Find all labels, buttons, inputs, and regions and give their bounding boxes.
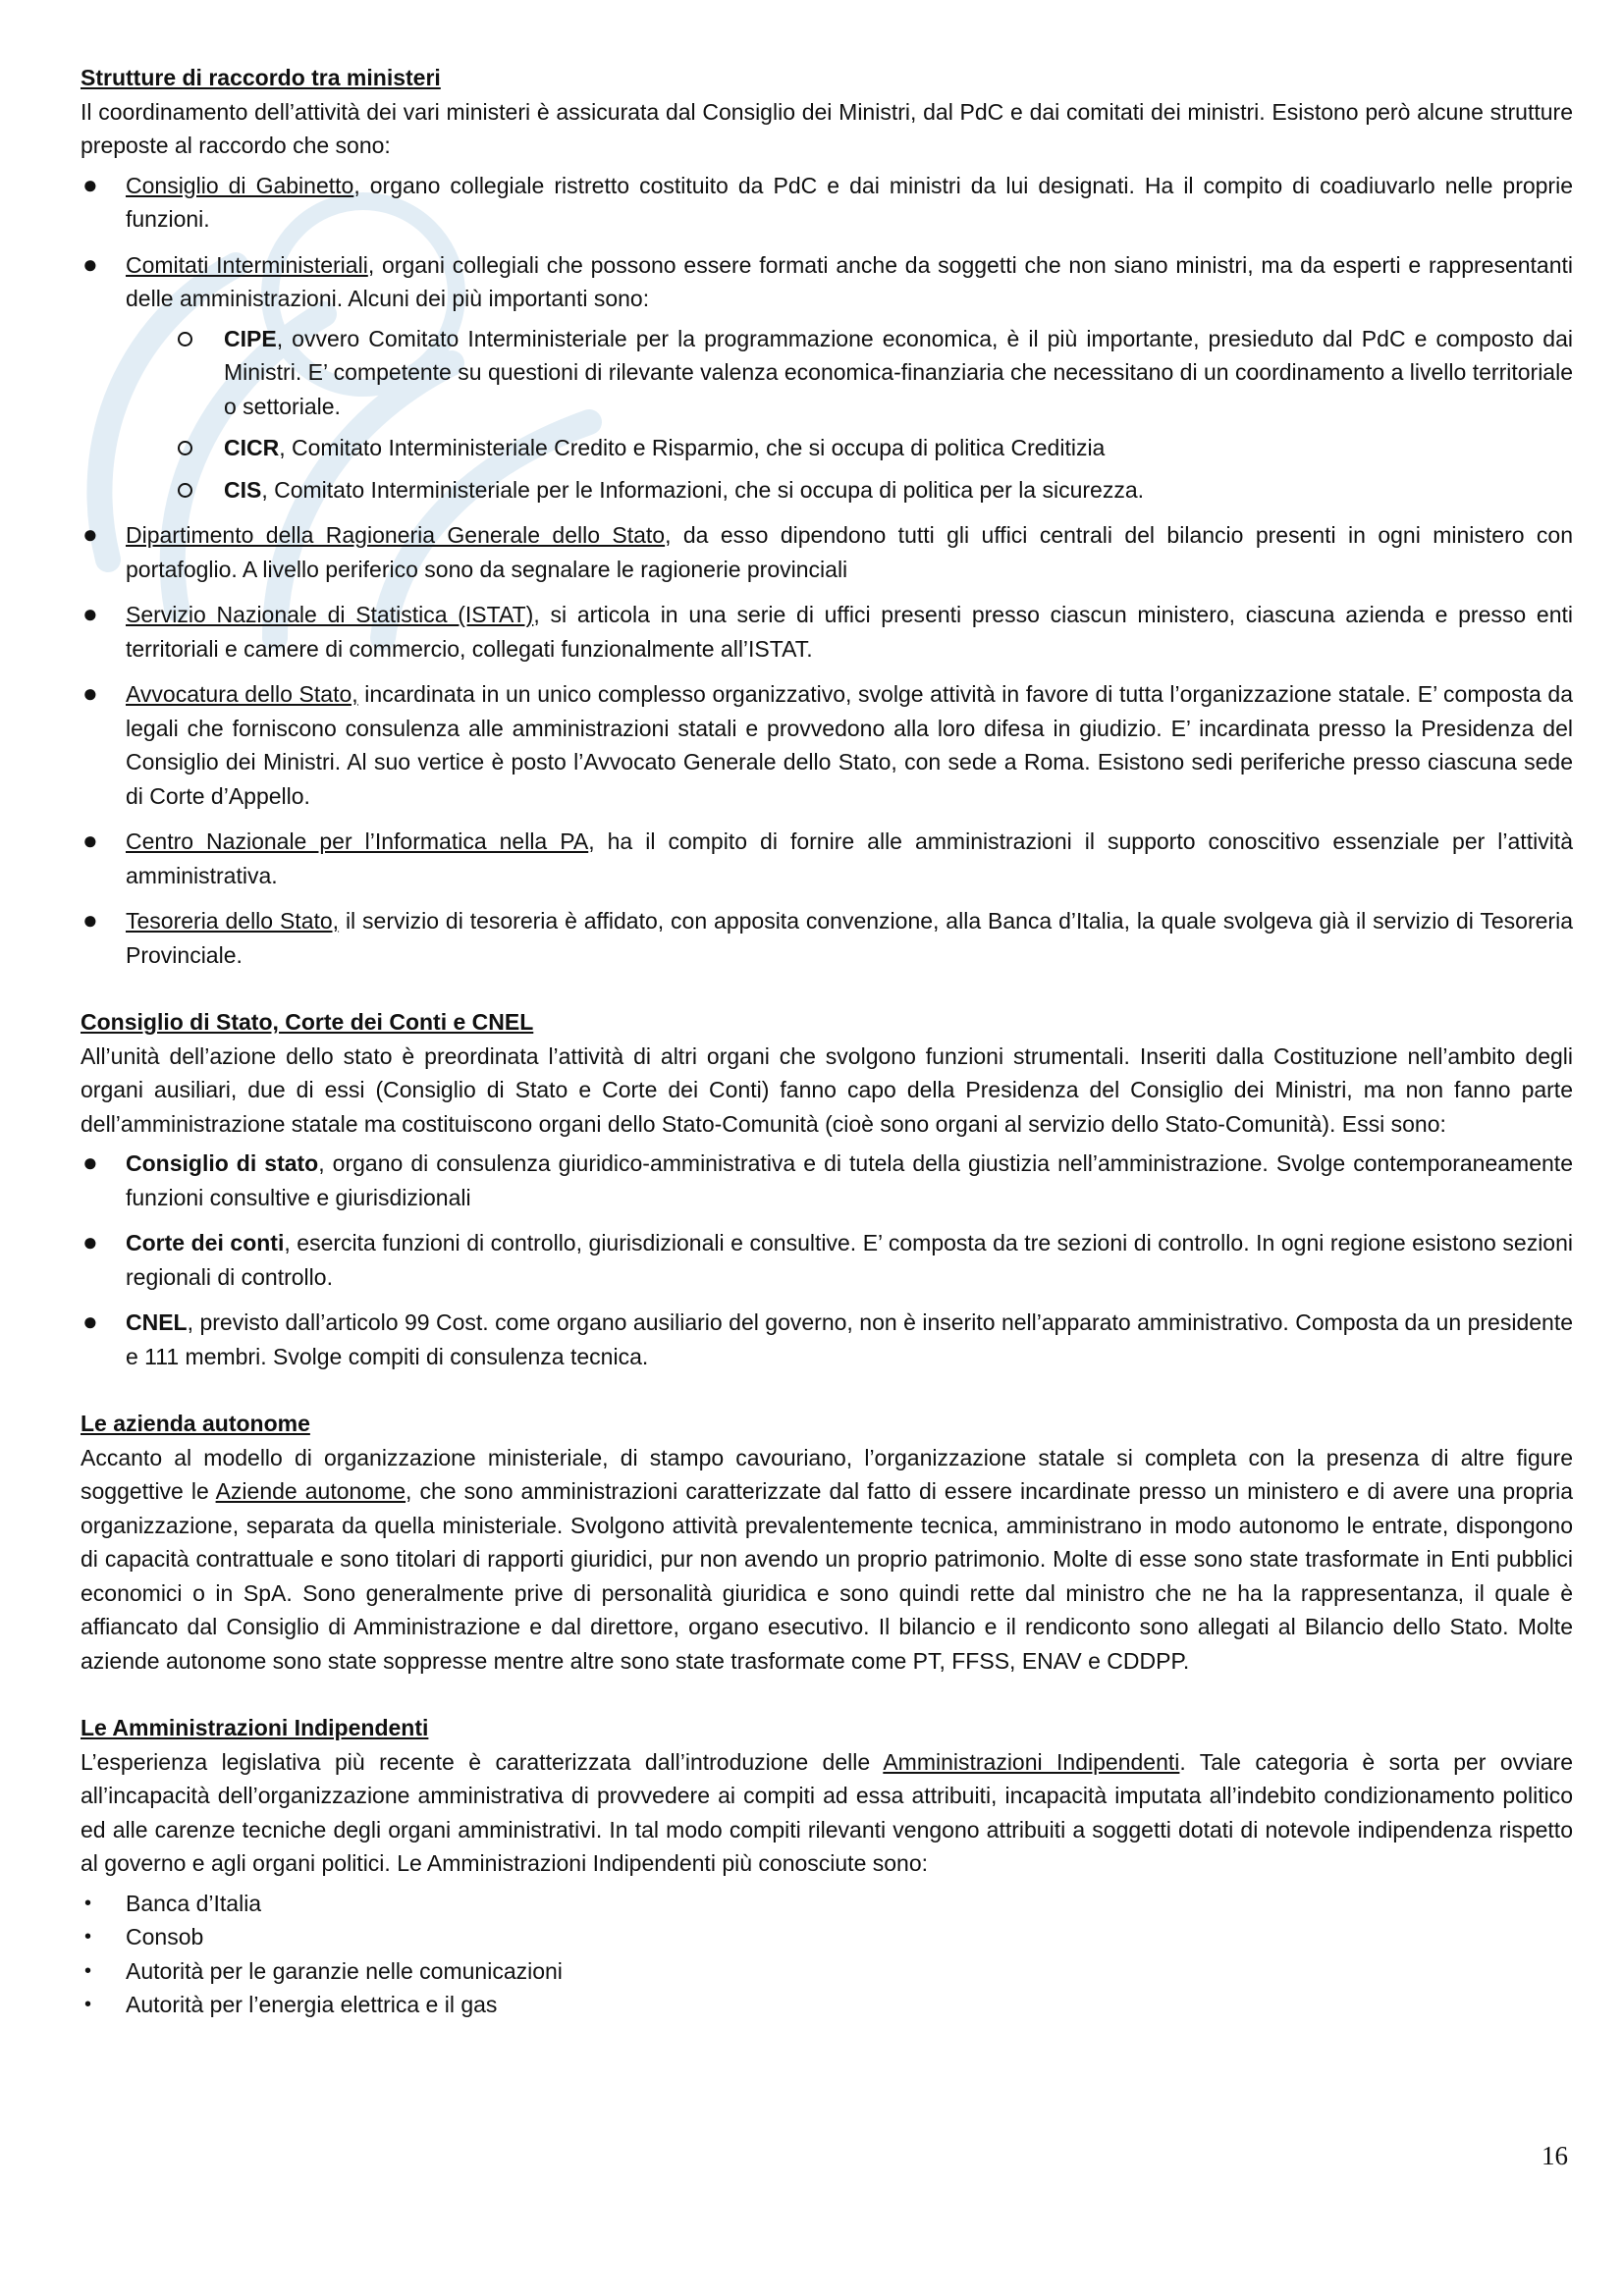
item-text: , organi collegiali che possono essere formati anche da soggetti che non siano ministri, ma da esperti e rappresentanti delle amministrazioni. Alcuni dei più importanti sono:: [126, 251, 1573, 311]
list-item: [81, 904, 1573, 972]
item-text: Banca d’Italia: [126, 1890, 262, 1916]
item-text: , da esso dipendono tutti gli uffici centrali del bilancio presenti in ogni ministero con portafoglio. A livello periferico sono da segnalare le ragionerie provinciali: [126, 522, 1573, 582]
bullet-list: [81, 169, 1573, 973]
page-number: 16: [1542, 2141, 1568, 2170]
item-text: , Comitato Interministeriale per le Informazioni, che si occupa di politica per la sicurezza.: [261, 476, 1145, 503]
bullet-icon: ●: [82, 1148, 98, 1177]
bullet-icon: ●: [82, 678, 98, 708]
bullet-icon: ●: [82, 248, 98, 279]
bullet-list: [81, 1147, 1573, 1373]
item-text: il servizio di tesoreria è affidato, con apposita convenzione, alla Banca d’Italia, la quale svolgeva già il servizio di Tesoreria Provinciale.: [126, 908, 1573, 968]
paragraph-text: , che sono amministrazioni caratterizzate dal fatto di essere incardinate presso un ministero e di avere una propria organizzazione, separata da quella ministeriale. Svolgono attività prevalentemente tecnica, amministrano in modo autonomo le entrate, dispongono di capacità contrattuale e sono titolari di rapporti giuridici, pur non avendo un proprio patrimonio. Molte di esse sono state trasformate in Enti pubblici economici o in SpA. Sono generalmente prive di personalità giuridica e sono quindi rette dal ministro che ne ha la rappresentanza, il quale è affiancato dal Consiglio di Amministrazione e dal direttore, organo esecutivo. Il bilancio e il rendiconto sono allegati al Bilancio dello Stato. Molte aziende autonome sono state soppresse mentre altre sono state trasformate come PT, FFSS, ENAV e CDDPP.: [81, 1478, 1573, 1674]
list-item: [81, 1920, 1573, 1954]
bullet-icon: ●: [82, 905, 98, 934]
circle-bullet-icon: [178, 332, 192, 347]
item-term: CIS: [224, 476, 262, 503]
circle-bullet-icon: [178, 441, 192, 455]
list-item: [81, 1306, 1573, 1373]
item-text: Consob: [126, 1924, 204, 1949]
section-consiglio-stato: [81, 1005, 1573, 1373]
item-term: Servizio Nazionale di Statistica (ISTAT): [126, 602, 534, 627]
item-term: CICR: [224, 435, 280, 460]
bullet-icon: ●: [82, 169, 98, 199]
item-term: Comitati Interministeriali: [126, 251, 368, 278]
bullet-icon: •: [84, 1892, 92, 1914]
item-text: , previsto dall’articolo 99 Cost. come organo ausiliario del governo, non è inserito nell’apparato amministrativo. Composta da un presidente e 111 membri. Svolge compiti di consulenza tecnica.: [126, 1309, 1573, 1369]
item-text: Autorità per l’energia elettrica e il gas: [126, 1992, 498, 2017]
circle-bullet-icon: [178, 483, 192, 498]
item-term: Tesoreria dello Stato,: [126, 908, 340, 934]
item-term: CNEL: [126, 1309, 188, 1335]
item-term: Corte dei conti: [126, 1230, 285, 1255]
item-text: Autorità per le garanzie nelle comunicazioni: [126, 1957, 563, 1984]
bullet-icon: ●: [82, 519, 98, 549]
item-text: , organo di consulenza giuridico-amministrativa e di tutela della giustizia nell’amministrazione. Svolge contemporaneamente funzioni consultive e giurisdizionali: [126, 1150, 1573, 1210]
section-heading: Le Amministrazioni Indipendenti: [81, 1715, 429, 1740]
sub-list-item: [126, 473, 1573, 507]
section-strutture-raccordo: [81, 61, 1573, 972]
item-text: , ovvero Comitato Interministeriale per la programmazione economica, è il più importante, presieduto dal PdC e composto dai Ministri. E’ competente su questioni di rilevante valenza economica-finanziaria che necessitano di un coordinamento a livello territoriale o settoriale.: [224, 325, 1573, 419]
section-intro: Il coordinamento dell’attività dei vari ministeri è assicurata dal Consiglio dei Ministri, dal PdC e dai comitati dei ministri. Esistono però alcune strutture preposte al raccordo che sono:: [81, 98, 1573, 158]
list-item: [81, 598, 1573, 666]
bullet-icon: ●: [82, 599, 98, 628]
bullet-icon: •: [84, 1994, 92, 2015]
item-text: incardinata in un unico complesso organizzativo, svolge attività in favore di tutta l’organizzazione statale. E’ composta da legali che forniscono consulenza alle amministrazioni statali e provvedono alla loro difesa in giudizio. E’ incardinata presso la Presidenza del Consiglio dei Ministri. Al suo vertice è posto l’Avvocato Generale dello Stato, con sede a Roma. Esistono sedi periferiche presso ciascuna sede di Corte d’Appello.: [126, 681, 1573, 809]
item-term: Dipartimento della Ragioneria Generale dello Stato: [126, 522, 666, 548]
section-aziende-autonome: [81, 1407, 1573, 1678]
list-item: [81, 677, 1573, 813]
item-text: , si articola in una serie di uffici presenti presso ciascun ministero, ciascuna azienda e presso enti territoriali e camere di commercio, collegati funzionalmente all’ISTAT.: [126, 602, 1573, 662]
paragraph-text: Accanto al modello di organizzazione ministeriale, di stampo cavouriano, l’organizzazione statale si completa con la presenza di altre figure soggettive le: [81, 1444, 1573, 1504]
item-text: , ha il compito di fornire alle amministrazioni il supporto conoscitivo essenziale per l’attività amministrativa.: [126, 828, 1573, 888]
section-heading: Strutture di raccordo tra ministeri: [81, 65, 441, 90]
bullet-icon: •: [84, 1926, 92, 1948]
bullet-icon: ●: [82, 1227, 98, 1256]
list-item: [81, 1226, 1573, 1294]
document-page: [81, 61, 1573, 2056]
item-term: Consiglio di stato: [126, 1150, 319, 1176]
sub-list: [126, 322, 1573, 507]
bullet-icon: •: [84, 1959, 92, 1982]
item-term: CIPE: [224, 325, 277, 351]
section-intro: All’unità dell’azione dello stato è preordinata l’attività di altri organi che svolgono funzioni strumentali. Inseriti dalla Costituzione nell’ambito degli organi ausiliari, due di essi (Consiglio di Stato e Corte dei Conti) fanno capo della Presidenza del Consiglio dei Ministri, ma non fanno parte dell’amministrazione statale ma costituiscono organi dello Stato-Comunità (cioè sono organi al servizio dello Stato-Comunità). Essi sono:: [81, 1042, 1573, 1137]
item-text: , esercita funzioni di controllo, giurisdizionali e consultive. E’ composta da tre sezioni di controllo. In ogni regione esistono sezioni regionali di controllo.: [126, 1230, 1573, 1290]
paragraph-term: Aziende autonome: [215, 1478, 406, 1504]
paragraph-term: Amministrazioni Indipendenti: [883, 1748, 1180, 1775]
list-item: [81, 1988, 1573, 2022]
list-item: [81, 169, 1573, 237]
item-text: , Comitato Interministeriale Credito e Risparmio, che si occupa di politica Creditizia: [279, 435, 1106, 460]
section-heading: Le azienda autonome: [81, 1411, 310, 1436]
section-paragraph: [81, 1745, 1573, 1881]
section-amministrazioni-indipendenti: [81, 1711, 1573, 2022]
paragraph-text: . Tale categoria è sorta per ovviare all’incapacità dell’organizzazione amministrativa di provvedere ai compiti ad essa attribuiti, incapacità imputata all’indebito condizionamento politico ed alle carenze tecniche degli organi amministrativi. In tal modo compiti rilevanti vengono attribuiti a soggetti dotati di notevole indipendenza rispetto al governo e agli organi politici. Le Amministrazioni Indipendenti più conosciute sono:: [81, 1748, 1574, 1876]
list-item: [81, 518, 1573, 586]
item-term: Avvocatura dello Stato,: [126, 681, 358, 707]
bullet-icon: ●: [82, 1307, 98, 1336]
list-item: [81, 248, 1573, 507]
item-term: Centro Nazionale per l’Informatica nella PA: [126, 828, 589, 854]
item-term: Consiglio di Gabinetto: [126, 172, 354, 198]
item-text: , organo collegiale ristretto costituito da PdC e dai ministri da lui designati. Ha il compito di coadiuvarlo nelle proprie funzioni.: [126, 172, 1573, 232]
list-item: [81, 1147, 1573, 1214]
section-paragraph: [81, 1441, 1573, 1679]
list-item: [81, 1887, 1573, 1921]
sub-list-item: [126, 322, 1573, 424]
section-heading: Consiglio di Stato, Corte dei Conti e CNEL: [81, 1009, 534, 1035]
bullet-icon: ●: [82, 826, 98, 855]
sub-list-item: [126, 431, 1573, 465]
bullet-list: [81, 1887, 1573, 2022]
paragraph-text: L’esperienza legislativa più recente è caratterizzata dall’introduzione delle: [81, 1748, 884, 1775]
list-item: [81, 1954, 1573, 1989]
list-item: [81, 825, 1573, 892]
